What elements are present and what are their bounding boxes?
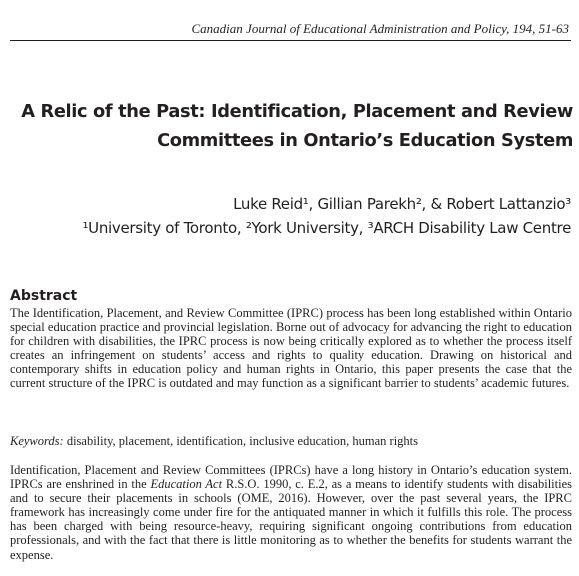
education-act-title: Education Act (150, 477, 223, 492)
author-affiliations: ¹University of Toronto, ²York University, ³ARCH Disability Law Centre (82, 219, 571, 237)
author-block (11, 192, 571, 240)
abstract-heading: Abstract (10, 288, 78, 304)
intro-paragraph (10, 463, 572, 562)
title-line-1: A Relic of the Past: Identification, Placement and Review (21, 101, 573, 122)
journal-citation: Canadian Journal of Educational Administration and Policy, 194, 51-63 (191, 21, 569, 36)
abstract-body: The Identification, Placement, and Review Committee (IPRC) process has been long established within Ontario special education practice and provincial legislation. Borne out of advocacy for advancing the right to education for children with disabilities, the IPRC process is now being critically explored as to whether the process itself creates an infringement on students’ access and rights to quality education. Drawing on historical and contemporary shifts in education policy and human rights in Ontario, this paper presents the case that the current structure of the IPRC is outdated and may function as a significant barrier to students’ academic futures. (10, 306, 572, 391)
intro-text-1: Identification, Placement and Review Committees (IPRCs) have a long history in Ontario’s education system. IPRCs are enshrined in the (10, 463, 572, 492)
title-line-2: Committees in Ontario’s Education System (157, 130, 573, 151)
keywords-label: Keywords: (10, 434, 64, 448)
keywords-text: disability, placement, identification, inclusive education, human rights (63, 434, 419, 448)
author-names: Luke Reid¹, Gillian Parekh², & Robert Lattanzio³ (233, 195, 571, 213)
intro-text-2: R.S.O. 1990, c. E.2, as a means to identify students with disabilities and to secure their placements in schools (OME, 2016). However, over the past several years, the IPRC framework has increasingly come under fire for the antiquated manner in which it fulfills this role. The process has been charged with being resource-heavy, requiring significant ongoing contributions from education professionals, and with the fact that there is little monitoring as to whether the benefits for students warrant the expense. (10, 477, 573, 562)
article-title (13, 97, 573, 155)
header-rule (10, 40, 571, 41)
keywords-line (10, 434, 572, 448)
